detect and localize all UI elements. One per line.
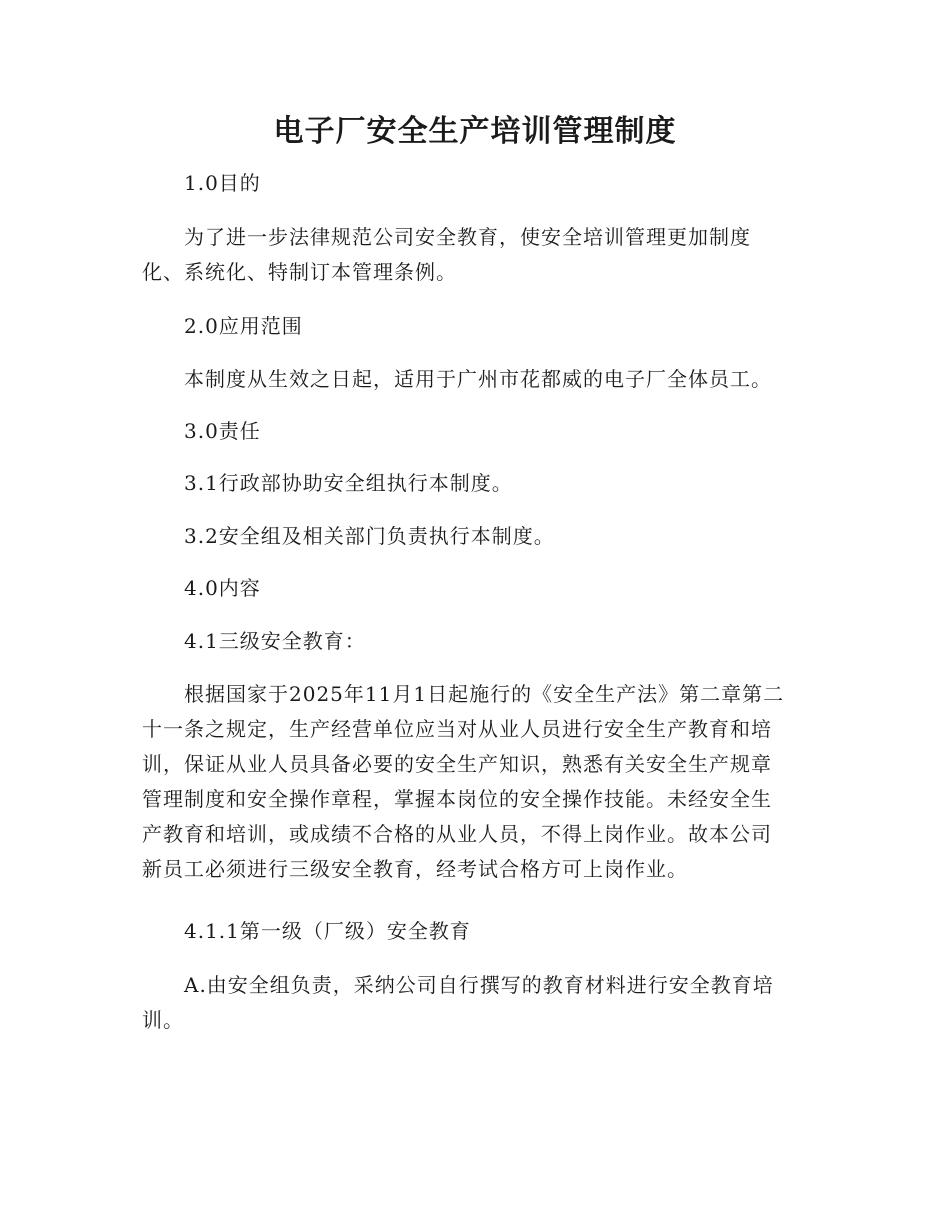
section-heading-scope: 2.0应用范围 bbox=[184, 314, 303, 338]
paragraph-line: 根据国家于2025年11月1日起施行的《安全生产法》第二章第二 bbox=[184, 682, 785, 706]
paragraph-line: 产教育和培训，或成绩不合格的从业人员，不得上岗作业。故本公司 bbox=[142, 822, 772, 846]
paragraph-line: 训。 bbox=[142, 1008, 184, 1032]
paragraph-line: 训，保证从业人员具备必要的安全生产知识，熟悉有关安全生产规章 bbox=[142, 752, 772, 776]
subsection-heading: 4.1三级安全教育： bbox=[184, 629, 366, 653]
section-heading-purpose: 1.0目的 bbox=[184, 171, 261, 195]
paragraph-line: 十一条之规定，生产经营单位应当对从业人员进行安全生产教育和培 bbox=[142, 717, 772, 741]
paragraph-line: 为了进一步法律规范公司安全教育，使安全培训管理更加制度 bbox=[184, 225, 751, 249]
paragraph-line: 化、系统化、特制订本管理条例。 bbox=[142, 260, 457, 284]
section-heading-content: 4.0内容 bbox=[184, 576, 261, 600]
paragraph-line: A.由安全组负责，采纳公司自行撰写的教育材料进行安全教育培 bbox=[184, 973, 774, 997]
paragraph-line: 3.2安全组及相关部门负责执行本制度。 bbox=[184, 524, 555, 548]
section-heading-responsibility: 3.0责任 bbox=[184, 419, 261, 443]
document-title: 电子厂安全生产培训管理制度 bbox=[273, 114, 677, 149]
subsection-heading: 4.1.1第一级（厂级）安全教育 bbox=[184, 919, 471, 943]
paragraph-line: 管理制度和安全操作章程，掌握本岗位的安全操作技能。未经安全生 bbox=[142, 787, 772, 811]
paragraph-line: 新员工必须进行三级安全教育，经考试合格方可上岗作业。 bbox=[142, 857, 688, 881]
paragraph-line: 3.1行政部协助安全组执行本制度。 bbox=[184, 471, 513, 495]
paragraph-line: 本制度从生效之日起，适用于广州市花都威的电子厂全体员工。 bbox=[184, 367, 772, 391]
